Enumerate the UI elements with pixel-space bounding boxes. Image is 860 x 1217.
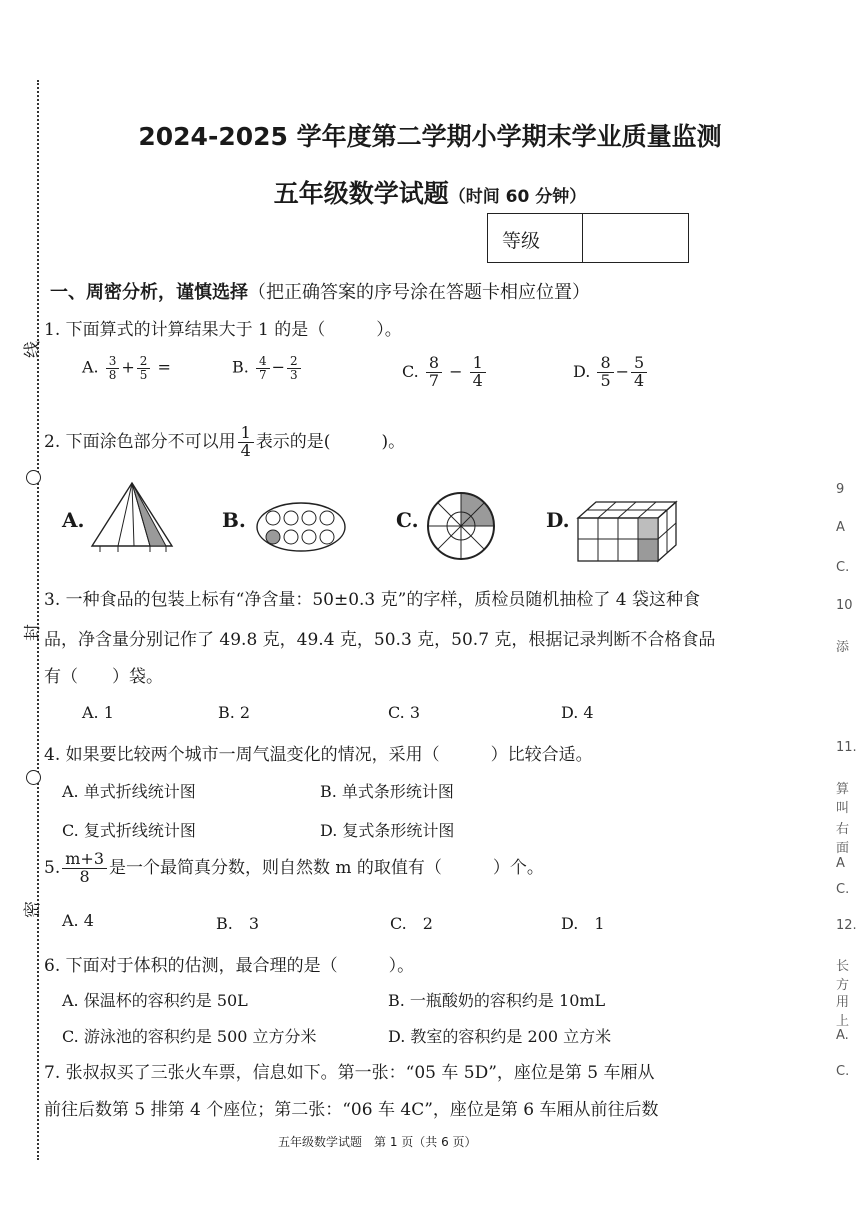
q5-option-a: A. 4	[62, 911, 94, 930]
adjacent-page-fragment: 11.	[836, 740, 857, 755]
q4-option-a: A. 单式折线统计图	[62, 782, 196, 801]
question-6-text: 6. 下面对于体积的估测，最合理的是（ ）。	[44, 956, 415, 976]
adjacent-page-fragment: 右面	[836, 822, 850, 856]
adjacent-page-fragment: C.	[836, 560, 850, 575]
exam-subtitle: 五年级数学试题	[273, 179, 449, 208]
numerator: 2	[137, 355, 151, 369]
grade-label: 等级	[502, 230, 541, 252]
numerator: 8	[426, 355, 442, 373]
q3-option-b: B. 2	[218, 703, 251, 722]
numerator: m+3	[62, 851, 107, 869]
section-heading: 一、周密分析，谨慎选择	[50, 282, 248, 303]
q1-option-b	[232, 355, 303, 381]
fraction	[137, 355, 151, 381]
operator: −	[271, 357, 285, 377]
fraction	[238, 425, 254, 460]
q1-option-c	[402, 355, 488, 390]
numerator: 1	[470, 355, 486, 373]
adjacent-page-fragment: 10	[836, 598, 853, 613]
fraction	[287, 355, 301, 381]
time-note: （时间 60 分钟）	[448, 187, 587, 207]
fraction	[470, 355, 486, 390]
q4-option-b: B. 单式条形统计图	[320, 782, 454, 801]
grade-box	[487, 213, 689, 263]
q5-option-d: D. 1	[561, 914, 605, 933]
fraction	[256, 355, 270, 381]
q3-option-c: C. 3	[388, 703, 421, 722]
exam-subtitle-row	[0, 174, 860, 210]
question-7-line2: 前往后数第 5 排第 4 个座位；第二张：“06 车 4C”，座位是第 6 车厢从前往后数	[44, 1100, 659, 1120]
q6-option-d: D. 教室的容积约是 200 立方米	[388, 1027, 612, 1046]
q2-text-pre: 2. 下面涂色部分不可以用	[44, 431, 236, 452]
exam-title: 2024-2025 学年度第二学期小学期末学业质量监测	[138, 122, 722, 151]
adjacent-page-fragment: 算叫	[836, 782, 850, 816]
q2-text-post: 表示的是( )。	[255, 431, 406, 452]
adjacent-page-fragment: A	[836, 856, 845, 871]
question-3-line2: 品，净含量分别记作了 49.8 克，49.4 克，50.3 克，50.7 克，根据记录判断不合格食品	[44, 630, 716, 650]
q5-option-c: C. 2	[390, 914, 433, 933]
denominator: 4	[634, 370, 645, 390]
denominator: 5	[600, 370, 611, 390]
margin-mark-feng: 封	[23, 624, 43, 641]
q3-option-d: D. 4	[561, 703, 594, 722]
q5-text-post: 是一个最简真分数，则自然数 m 的取值有（ ）个。	[109, 857, 544, 878]
binding-hole	[26, 470, 41, 485]
q1-option-a	[82, 355, 171, 381]
adjacent-page-fragment: 9	[836, 482, 845, 497]
page-footer: 五年级数学试题 第 1 页（共 6 页）	[278, 1135, 477, 1149]
denominator: 4	[472, 370, 483, 390]
denominator: 8	[108, 367, 117, 382]
fraction	[106, 355, 120, 381]
adjacent-page-fragment: C.	[836, 882, 850, 897]
margin-mark-mi: 密	[23, 901, 43, 918]
q2-figure-d-cubes	[576, 498, 680, 564]
question-1-text: 1. 下面算式的计算结果大于 1 的是（ ）。	[44, 320, 402, 340]
operator: −	[615, 361, 630, 381]
equals-sign: =	[157, 357, 171, 377]
fraction	[62, 851, 107, 886]
q2-label-b: B.	[222, 508, 246, 532]
numerator: 8	[597, 355, 613, 373]
numerator: 2	[287, 355, 301, 369]
adjacent-page-fragment: A.	[836, 1028, 849, 1043]
q2-figure-a-triangle	[88, 480, 176, 556]
adjacent-page-fragment: 用上	[836, 995, 850, 1029]
q5-option-b: B. 3	[216, 914, 260, 933]
q2-figure-c-circle	[425, 490, 497, 562]
q6-option-a: A. 保温杯的容积约是 50L	[62, 991, 248, 1010]
fraction	[631, 355, 647, 390]
denominator: 5	[139, 367, 148, 382]
option-label: B.	[232, 357, 249, 377]
binding-line	[37, 80, 39, 1160]
option-label: D.	[573, 361, 591, 381]
adjacent-page-fragment: C.	[836, 1064, 850, 1079]
adjacent-page-fragment: 添	[836, 640, 850, 655]
fraction	[597, 355, 613, 390]
q5-number: 5.	[44, 857, 61, 878]
numerator: 5	[631, 355, 647, 373]
q6-option-c: C. 游泳池的容积约是 500 立方分米	[62, 1027, 317, 1046]
denominator: 8	[79, 866, 90, 886]
numerator: 3	[106, 355, 120, 369]
question-5-text	[44, 851, 544, 886]
section-heading-row	[50, 278, 590, 304]
adjacent-page-fragment: A	[836, 520, 845, 535]
q3-option-a: A. 1	[82, 703, 114, 722]
q4-option-d: D. 复式条形统计图	[320, 821, 455, 840]
question-7-line1: 7. 张叔叔买了三张火车票，信息如下。第一张：“05 车 5D”，座位是第 5 车厢从	[44, 1063, 655, 1083]
q6-option-b: B. 一瓶酸奶的容积约是 10mL	[388, 991, 606, 1010]
question-3-line3: 有（ ）袋。	[44, 667, 163, 687]
operator: −	[449, 361, 463, 381]
question-4-text: 4. 如果要比较两个城市一周气温变化的情况，采用（ ）比较合适。	[44, 745, 593, 765]
q4-option-c: C. 复式折线统计图	[62, 821, 196, 840]
adjacent-page-fragment: 12.	[836, 918, 857, 933]
operator: +	[121, 357, 135, 377]
q1-option-d	[573, 355, 649, 390]
denominator: 3	[289, 367, 298, 382]
q2-label-a: A.	[62, 508, 85, 532]
option-label: A.	[82, 357, 99, 377]
binding-hole	[26, 770, 41, 785]
margin-mark-xian: 线	[23, 341, 43, 358]
numerator: 1	[238, 425, 254, 443]
q2-label-d: D.	[546, 508, 570, 532]
section-note: （把正确答案的序号涂在答题卡相应位置）	[248, 282, 590, 303]
grade-box-divider	[582, 214, 583, 262]
option-label: C.	[402, 361, 419, 381]
question-2-text	[44, 425, 405, 460]
denominator: 7	[258, 367, 267, 382]
fraction	[426, 355, 442, 390]
denominator: 7	[428, 370, 440, 390]
q2-label-c: C.	[396, 508, 419, 532]
question-3-line1: 3. 一种食品的包装上标有“净含量：50±0.3 克”的字样，质检员随机抽检了 4 袋这种食	[44, 590, 700, 610]
q2-figure-b-circles	[254, 500, 348, 554]
denominator: 4	[240, 440, 251, 460]
adjacent-page-fragment: 长方	[836, 959, 850, 993]
numerator: 4	[256, 355, 270, 369]
